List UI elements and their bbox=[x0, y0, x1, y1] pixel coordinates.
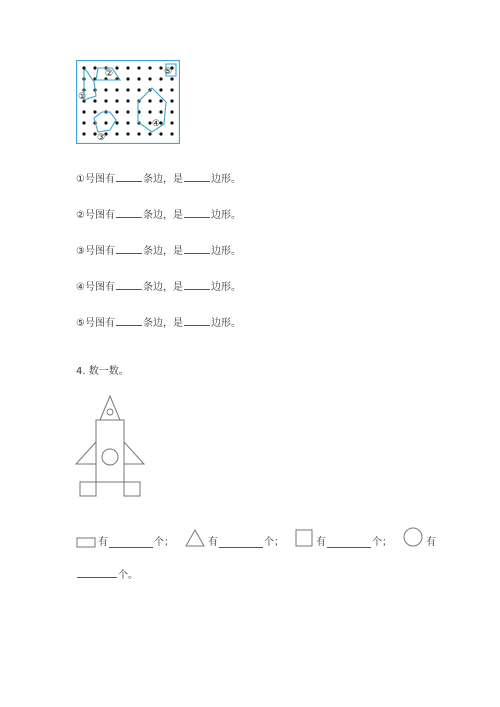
grid-dot bbox=[115, 110, 118, 113]
grid-dot bbox=[126, 132, 129, 135]
circle-count-label: 有 bbox=[426, 537, 436, 548]
question-3 bbox=[76, 242, 241, 257]
answer-blank-shape[interactable] bbox=[184, 314, 210, 326]
rocket-left-wing bbox=[76, 442, 96, 464]
grid-dot bbox=[159, 110, 162, 113]
grid-dot bbox=[137, 88, 140, 91]
grid-dot bbox=[126, 77, 129, 80]
rectangle-icon bbox=[76, 536, 96, 548]
grid-dot bbox=[104, 121, 107, 124]
grid-dot bbox=[159, 88, 162, 91]
answer-blank-sides[interactable] bbox=[116, 206, 142, 218]
grid-dot bbox=[115, 66, 118, 69]
q-text-c: 边形。 bbox=[210, 210, 241, 221]
answer-blank-sides[interactable] bbox=[116, 242, 142, 254]
rect-count-blank[interactable] bbox=[109, 536, 153, 548]
grid-dot bbox=[93, 99, 96, 102]
count-line bbox=[76, 526, 436, 548]
rocket-right-booster bbox=[124, 482, 140, 496]
circle-icon bbox=[402, 526, 424, 548]
grid-dot bbox=[137, 132, 140, 135]
answer-blank-shape[interactable] bbox=[184, 242, 210, 254]
grid-dot bbox=[93, 66, 96, 69]
grid-dot bbox=[170, 99, 173, 102]
rocket-left-booster bbox=[80, 482, 96, 496]
q-num: ⑤ bbox=[76, 318, 85, 329]
triangle-count-blank[interactable] bbox=[219, 536, 263, 548]
grid-dot bbox=[115, 99, 118, 102]
question-4 bbox=[76, 278, 241, 293]
q-text-a: 号图有 bbox=[84, 174, 115, 185]
q-text-b: 条边，是 bbox=[142, 318, 183, 329]
grid-dot bbox=[170, 132, 173, 135]
square-count-label: 有 bbox=[316, 537, 326, 548]
square-count-unit: 个； bbox=[372, 537, 392, 548]
square-icon bbox=[294, 528, 314, 548]
grid-dot bbox=[170, 121, 173, 124]
grid-dot bbox=[82, 66, 85, 69]
circle-count-unit: 个。 bbox=[118, 570, 138, 581]
grid-dot bbox=[148, 132, 151, 135]
grid-dot bbox=[115, 132, 118, 135]
section-title: 4. 数一数。 bbox=[76, 366, 129, 377]
grid-dot bbox=[126, 110, 129, 113]
shape-label-2: ② bbox=[105, 69, 114, 79]
rocket-window bbox=[102, 449, 118, 465]
count-line-continued bbox=[76, 566, 138, 581]
q-text-b: 条边，是 bbox=[142, 246, 183, 257]
q-text-c: 边形。 bbox=[210, 318, 241, 329]
grid-dot bbox=[137, 77, 140, 80]
square-count-blank[interactable] bbox=[327, 536, 371, 548]
grid-dot bbox=[82, 110, 85, 113]
grid-dot bbox=[104, 99, 107, 102]
question-1 bbox=[76, 170, 241, 185]
shape-label-1: ① bbox=[78, 92, 87, 102]
grid-dot bbox=[104, 88, 107, 91]
q-text-b: 条边，是 bbox=[142, 174, 183, 185]
grid-dot bbox=[126, 121, 129, 124]
rect-count-label: 有 bbox=[98, 537, 108, 548]
grid-dot bbox=[137, 66, 140, 69]
q-text-c: 边形。 bbox=[210, 246, 241, 257]
grid-dot bbox=[82, 132, 85, 135]
q-text-a: 号图有 bbox=[84, 282, 115, 293]
rocket-nose-triangle bbox=[100, 396, 120, 420]
q-num: ④ bbox=[76, 282, 85, 293]
grid-dot bbox=[170, 77, 173, 80]
question-5 bbox=[76, 314, 241, 329]
grid-dot bbox=[93, 110, 96, 113]
rect-count-unit: 个； bbox=[154, 537, 174, 548]
grid-dot bbox=[148, 77, 151, 80]
shape-label-4: ④ bbox=[152, 119, 161, 129]
grid-dot bbox=[170, 110, 173, 113]
grid-dot bbox=[115, 121, 118, 124]
triangle-count-label: 有 bbox=[208, 537, 218, 548]
shape-label-5: ⑤ bbox=[164, 67, 173, 77]
answer-blank-shape[interactable] bbox=[184, 170, 210, 182]
answer-blank-sides[interactable] bbox=[116, 314, 142, 326]
rocket-right-wing bbox=[124, 442, 144, 464]
triangle-count-unit: 个； bbox=[264, 537, 284, 548]
grid-dot bbox=[126, 88, 129, 91]
q-text-a: 号图有 bbox=[84, 210, 115, 221]
answer-blank-shape[interactable] bbox=[184, 206, 210, 218]
grid-dot bbox=[170, 88, 173, 91]
answer-blank-sides[interactable] bbox=[116, 278, 142, 290]
dot-grid-figure bbox=[76, 60, 180, 144]
grid-dot bbox=[159, 66, 162, 69]
grid-dot bbox=[159, 99, 162, 102]
rocket-figure bbox=[74, 394, 146, 498]
answer-blank-sides[interactable] bbox=[116, 170, 142, 182]
grid-dot bbox=[126, 99, 129, 102]
grid-dot bbox=[159, 77, 162, 80]
q-text-a: 号图有 bbox=[84, 318, 115, 329]
grid-dot bbox=[148, 66, 151, 69]
grid-dot bbox=[159, 132, 162, 135]
grid-dot bbox=[82, 121, 85, 124]
answer-blank-shape[interactable] bbox=[184, 278, 210, 290]
grid-dot bbox=[148, 110, 151, 113]
shape-label-3: ③ bbox=[97, 133, 106, 143]
q-text-b: 条边，是 bbox=[142, 282, 183, 293]
rocket-nose-dot bbox=[107, 409, 113, 415]
q-text-b: 条边，是 bbox=[142, 210, 183, 221]
grid-dot bbox=[148, 99, 151, 102]
q-text-c: 边形。 bbox=[210, 282, 241, 293]
q-text-a: 号图有 bbox=[84, 246, 115, 257]
circle-count-blank[interactable] bbox=[77, 566, 117, 578]
grid-dot bbox=[126, 66, 129, 69]
q-num: ③ bbox=[76, 246, 85, 257]
q-num: ① bbox=[76, 174, 85, 185]
triangle-icon bbox=[184, 528, 206, 548]
grid-dot bbox=[115, 88, 118, 91]
q-text-c: 边形。 bbox=[210, 174, 241, 185]
question-2 bbox=[76, 206, 241, 221]
q-num: ② bbox=[76, 210, 85, 221]
